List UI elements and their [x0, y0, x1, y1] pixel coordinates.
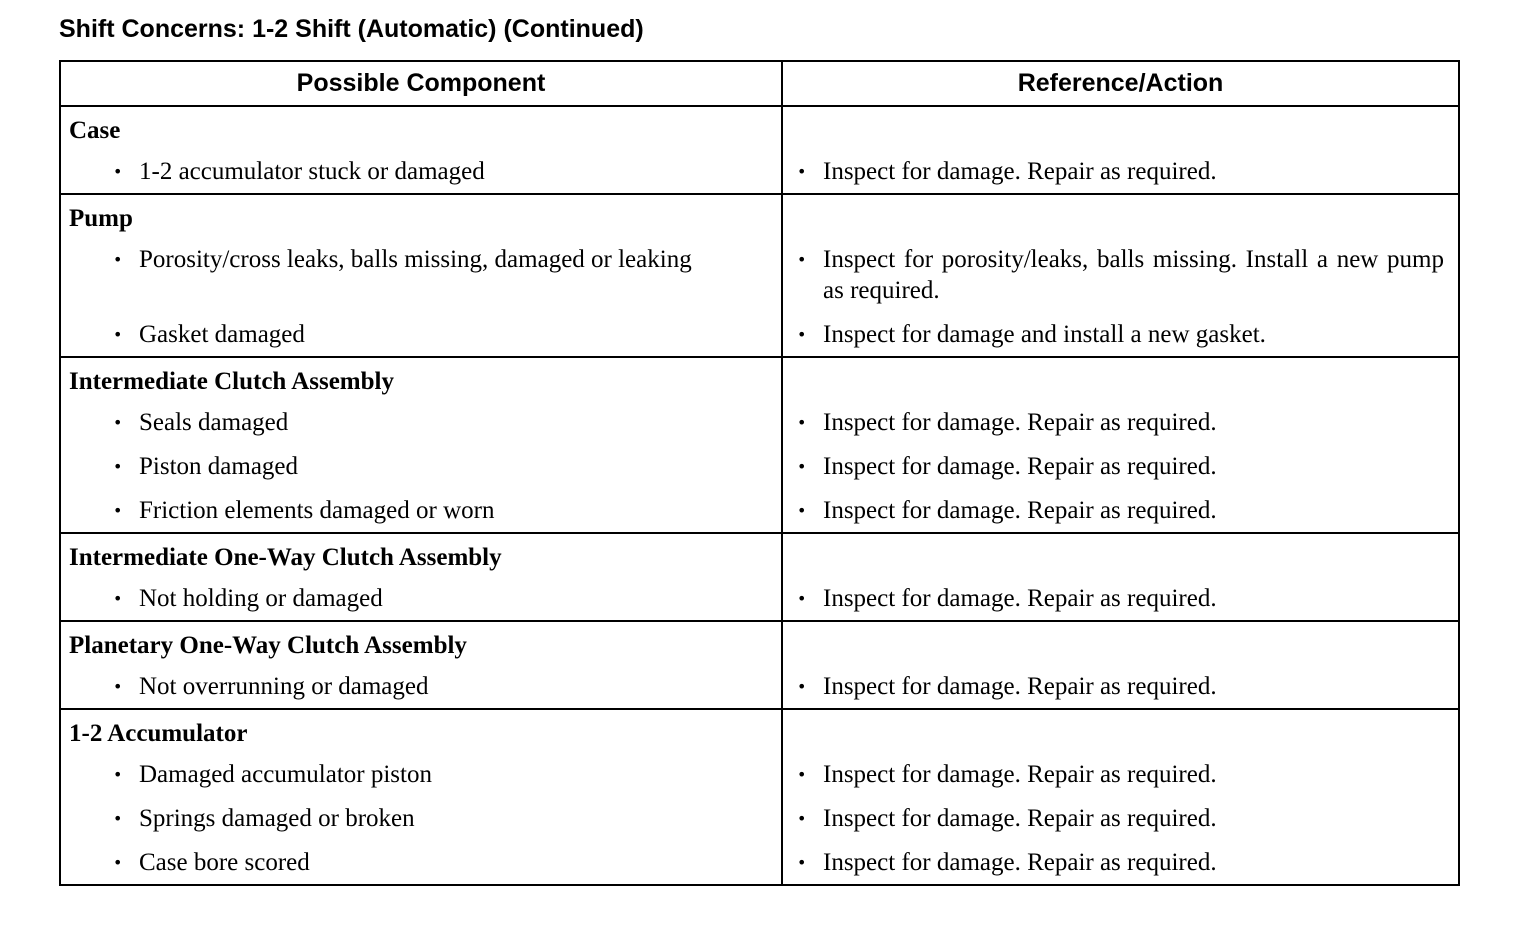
action-item-text: Inspect for porosity/leaks, balls missing. Install a new pump as required. [823, 246, 1444, 304]
group-header-row [60, 106, 1459, 149]
table-row [60, 752, 1459, 796]
bullet-icon: • [113, 853, 123, 872]
table-row [60, 237, 1459, 312]
action-item [783, 803, 1458, 834]
action-cell [782, 237, 1459, 312]
bullet-icon: • [797, 765, 807, 784]
group-header-row [60, 194, 1459, 237]
component-cell [60, 664, 782, 709]
component-item-text: Piston damaged [139, 453, 299, 480]
action-item [783, 156, 1458, 187]
group-name: 1-2 Accumulator [60, 709, 782, 752]
component-item-text: Not overrunning or damaged [139, 673, 429, 700]
bullet-icon: • [797, 325, 807, 344]
component-item [61, 759, 781, 790]
action-cell [782, 400, 1459, 444]
group-header-row [60, 533, 1459, 576]
action-cell [782, 664, 1459, 709]
bullet-icon: • [797, 589, 807, 608]
component-cell [60, 796, 782, 840]
action-item-text: Inspect for damage. Repair as required. [823, 673, 1217, 700]
group-name: Pump [60, 194, 782, 237]
action-cell [782, 312, 1459, 357]
component-item [61, 407, 781, 438]
component-item [61, 583, 781, 614]
table-row [60, 576, 1459, 621]
table-row [60, 664, 1459, 709]
component-item [61, 803, 781, 834]
action-item [783, 407, 1458, 438]
bullet-icon: • [797, 162, 807, 181]
action-item-text: Inspect for damage and install a new gasket. [823, 321, 1266, 348]
group-name: Planetary One-Way Clutch Assembly [60, 621, 782, 664]
bullet-icon: • [113, 589, 123, 608]
action-cell [782, 752, 1459, 796]
table-row [60, 796, 1459, 840]
group-name: Intermediate Clutch Assembly [60, 357, 782, 400]
group-header-row [60, 709, 1459, 752]
group-action-blank [782, 357, 1459, 400]
group-header-row [60, 621, 1459, 664]
shift-concerns-table [59, 60, 1460, 886]
group-name: Case [60, 106, 782, 149]
component-cell [60, 576, 782, 621]
group-name: Intermediate One-Way Clutch Assembly [60, 533, 782, 576]
header-reference-action: Reference/Action [782, 61, 1459, 106]
bullet-icon: • [113, 325, 123, 344]
component-item-text: Friction elements damaged or worn [139, 497, 495, 524]
component-cell [60, 444, 782, 488]
bullet-icon: • [113, 250, 123, 269]
component-item-text: Not holding or damaged [139, 585, 383, 612]
action-item-text: Inspect for damage. Repair as required. [823, 849, 1217, 876]
table-row [60, 400, 1459, 444]
action-item-text: Inspect for damage. Repair as required. [823, 497, 1217, 524]
action-item [783, 759, 1458, 790]
action-item-text: Inspect for damage. Repair as required. [823, 453, 1217, 480]
bullet-icon: • [113, 809, 123, 828]
bullet-icon: • [113, 413, 123, 432]
component-cell [60, 312, 782, 357]
component-item-text: Seals damaged [139, 409, 289, 436]
header-row [60, 61, 1459, 106]
component-item-text: Springs damaged or broken [139, 805, 415, 832]
component-cell [60, 752, 782, 796]
component-item-text: 1-2 accumulator stuck or damaged [139, 158, 485, 185]
action-cell [782, 149, 1459, 194]
bullet-icon: • [797, 413, 807, 432]
component-cell [60, 237, 782, 312]
component-cell [60, 400, 782, 444]
component-item [61, 671, 781, 702]
table-body [60, 106, 1459, 885]
bullet-icon: • [113, 765, 123, 784]
table-row [60, 488, 1459, 533]
action-item-text: Inspect for damage. Repair as required. [823, 409, 1217, 436]
bullet-icon: • [797, 809, 807, 828]
component-item [61, 319, 781, 350]
group-action-blank [782, 533, 1459, 576]
component-item-text: Gasket damaged [139, 321, 305, 348]
action-item-text: Inspect for damage. Repair as required. [823, 585, 1217, 612]
bullet-icon: • [113, 677, 123, 696]
bullet-icon: • [113, 162, 123, 181]
table-row [60, 312, 1459, 357]
bullet-icon: • [797, 677, 807, 696]
group-action-blank [782, 621, 1459, 664]
component-cell [60, 488, 782, 533]
action-item-text: Inspect for damage. Repair as required. [823, 761, 1217, 788]
action-item [783, 671, 1458, 702]
component-cell [60, 149, 782, 194]
action-cell [782, 796, 1459, 840]
group-action-blank [782, 709, 1459, 752]
component-item [61, 847, 781, 878]
bullet-icon: • [797, 250, 807, 269]
component-item-text: Porosity/cross leaks, balls missing, damaged or leaking [139, 246, 692, 273]
component-item [61, 495, 781, 526]
table-row [60, 444, 1459, 488]
component-item-text: Damaged accumulator piston [139, 761, 432, 788]
action-item-text: Inspect for damage. Repair as required. [823, 158, 1217, 185]
action-item [783, 451, 1458, 482]
component-item [61, 244, 781, 275]
component-item [61, 156, 781, 187]
component-item-text: Case bore scored [139, 849, 310, 876]
action-item [783, 244, 1458, 306]
component-cell [60, 840, 782, 885]
header-possible-component: Possible Component [60, 61, 782, 106]
bullet-icon: • [113, 457, 123, 476]
group-action-blank [782, 194, 1459, 237]
bullet-icon: • [797, 853, 807, 872]
action-item-text: Inspect for damage. Repair as required. [823, 805, 1217, 832]
table-row [60, 840, 1459, 885]
action-cell [782, 840, 1459, 885]
action-cell [782, 488, 1459, 533]
table-row [60, 149, 1459, 194]
action-item [783, 319, 1458, 350]
action-cell [782, 576, 1459, 621]
page-title: Shift Concerns: 1-2 Shift (Automatic) (Continued) [59, 15, 644, 43]
group-header-row [60, 357, 1459, 400]
bullet-icon: • [797, 501, 807, 520]
component-item [61, 451, 781, 482]
bullet-icon: • [797, 457, 807, 476]
action-item [783, 583, 1458, 614]
action-item [783, 495, 1458, 526]
bullet-icon: • [113, 501, 123, 520]
group-action-blank [782, 106, 1459, 149]
action-item [783, 847, 1458, 878]
action-cell [782, 444, 1459, 488]
